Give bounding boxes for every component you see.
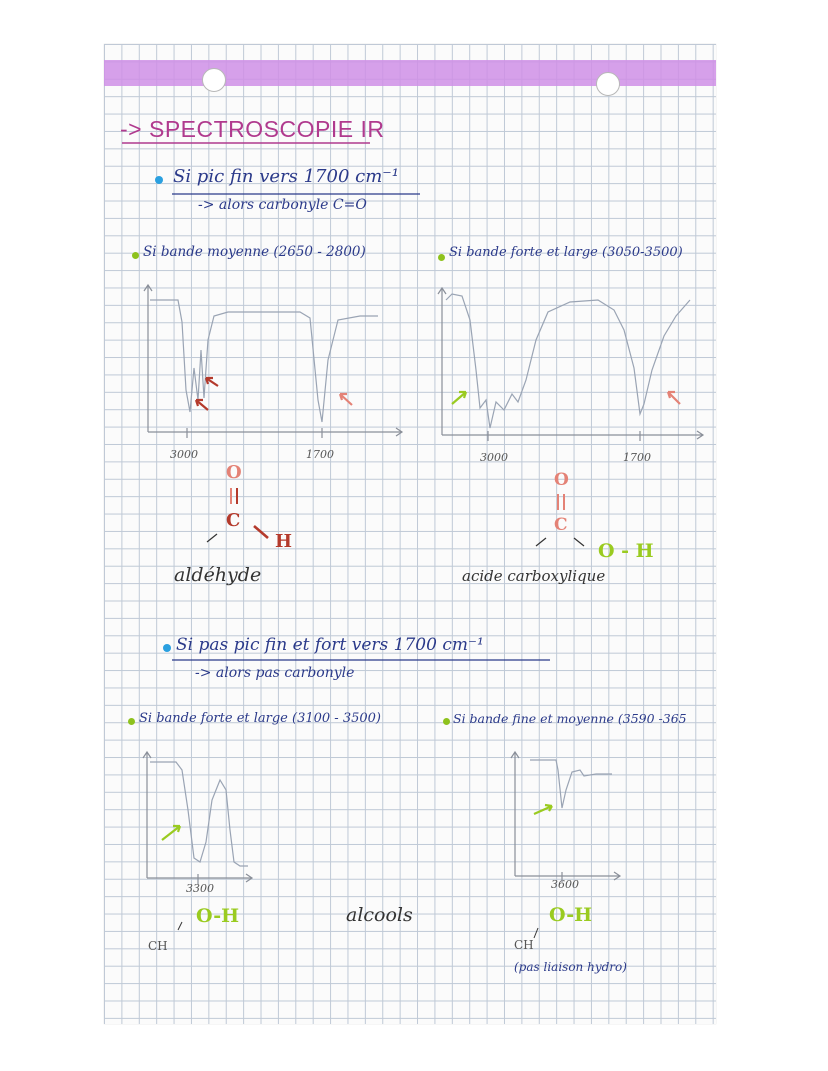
s1-left-tick-3000: 3000: [170, 448, 198, 461]
spectrum-alcohol-broad: [143, 752, 252, 884]
alcohol-right-oh: O-H: [549, 904, 593, 926]
s2-right-label: Si bande fine et moyenne (3590 -365: [453, 711, 687, 726]
page-title: -> SPECTROSCOPIE IR: [120, 116, 385, 142]
arrow-pink: [668, 392, 680, 404]
arrow-red-1: [206, 378, 218, 386]
aldehyde-h: H: [275, 531, 293, 552]
s2-left-tick: 3300: [186, 882, 214, 895]
s1-right-tick-3000: 3000: [480, 451, 508, 464]
acid-c: C: [554, 515, 568, 535]
section1-sub: -> alors carbonyle C=O: [198, 197, 367, 213]
bond-left: [207, 534, 217, 542]
spectrum-line: [150, 762, 248, 866]
acid-o: O: [554, 470, 569, 490]
alcohol-right-note: (pas liaison hydro): [514, 960, 627, 974]
aldehyde-name: aldéhyde: [174, 564, 262, 586]
arrows-aldehyde: [196, 378, 352, 410]
spectrum-alcohol-fine: [511, 752, 620, 882]
acid-bonds: [536, 494, 584, 546]
acid-oh: O - H: [598, 540, 654, 562]
alcohol-left-oh: O-H: [196, 905, 240, 927]
acid-name: acide carboxylique: [462, 567, 606, 585]
alcohol-right-bond: [534, 928, 538, 938]
spectrum-line: [530, 760, 612, 808]
arrow-green: [452, 392, 466, 404]
spectrum-aldehyde: [144, 285, 402, 438]
arrow-pink: [340, 394, 352, 405]
arrow-red-2: [196, 400, 208, 410]
section2-sub: -> alors pas carbonyle: [195, 665, 355, 681]
s1-left-tick-1700: 1700: [306, 448, 334, 461]
s1-right-tick-1700: 1700: [623, 451, 651, 464]
spectrum-acid: [438, 288, 703, 441]
aldehyde-bonds: [207, 488, 268, 542]
s1-left-label: Si bande moyenne (2650 - 2800): [143, 244, 366, 260]
section2-heading: Si pas pic fin et fort vers 1700 cm⁻¹: [176, 635, 484, 655]
alcohol-right-ch: CH: [514, 938, 534, 952]
s2-right-tick: 3600: [551, 878, 579, 891]
s2-left-label: Si bande forte et large (3100 - 3500): [139, 711, 381, 726]
aldehyde-o: O: [226, 462, 242, 483]
s1-right-label: Si bande forte et large (3050-3500): [449, 245, 683, 260]
spectrum-line: [150, 300, 378, 422]
arrow-green-fine: [534, 805, 552, 814]
spectrum-line: [446, 294, 690, 428]
alcools-label: alcools: [346, 904, 413, 926]
aldehyde-c: C: [226, 510, 241, 531]
bond-right: [574, 538, 584, 546]
alcohol-left-ch: CH: [148, 939, 168, 953]
bond-left: [536, 538, 546, 546]
arrow-green-broad: [162, 826, 180, 840]
section1-heading: Si pic fin vers 1700 cm⁻¹: [173, 166, 399, 187]
bond-ch: [254, 526, 268, 538]
alcohol-left-bond: [178, 922, 182, 930]
